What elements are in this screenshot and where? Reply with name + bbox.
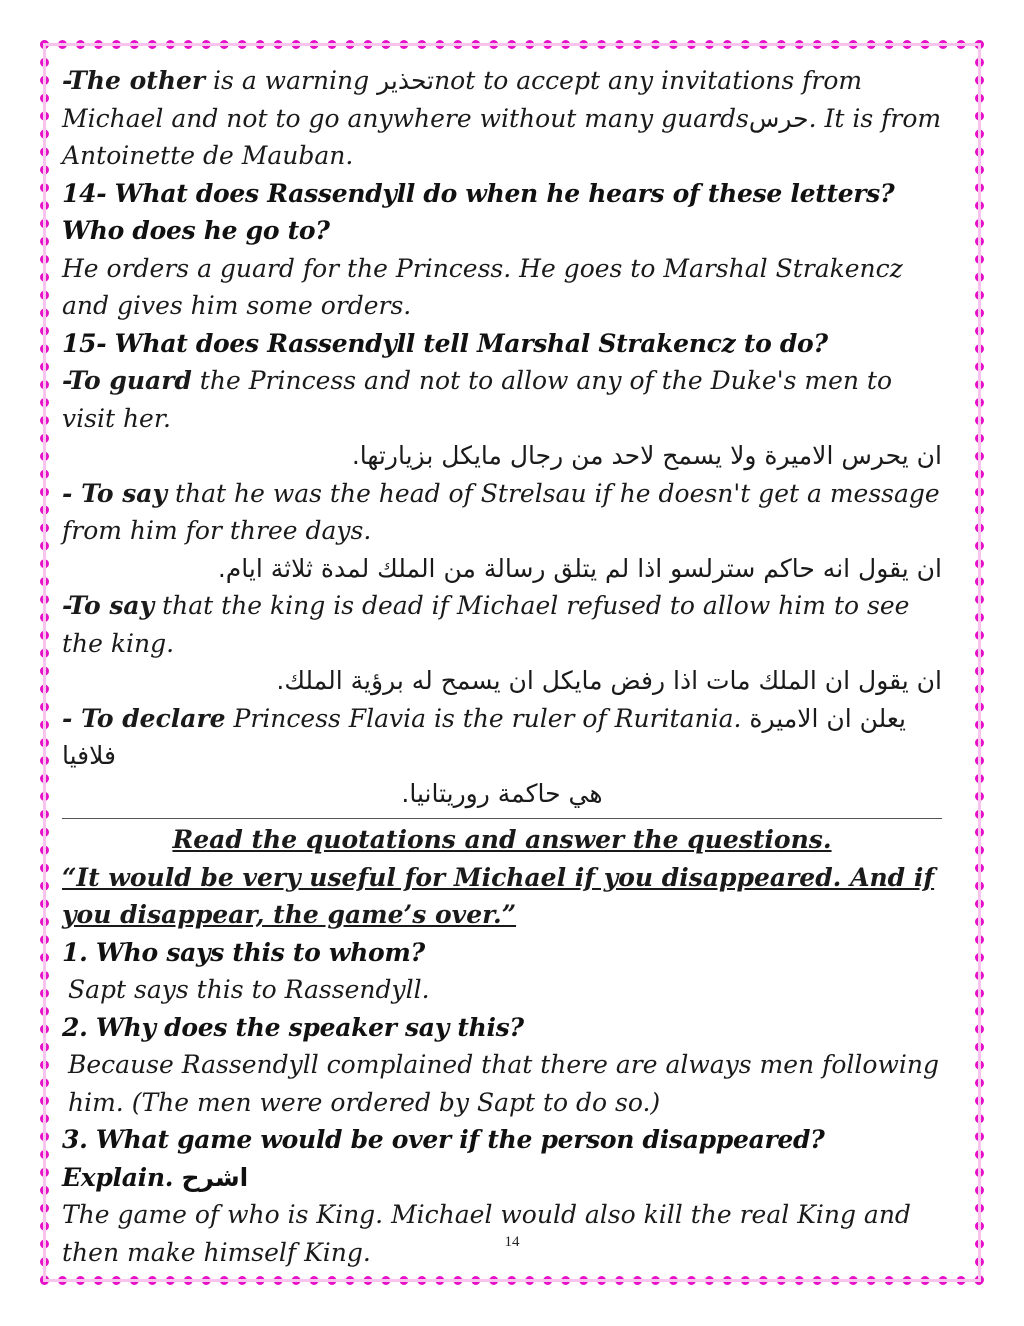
answer-14: He orders a guard for the Princess. He goes to Marshal Strakencz and gives him some orders.	[62, 253, 903, 320]
bold-lead: -To guard	[62, 366, 192, 395]
text: that the king is dead if Michael refused to allow him to see the king.	[62, 591, 910, 658]
arabic-translation: ان يقول ان الملك مات اذا رفض مايكل ان يسمح له برؤية الملك.	[276, 666, 942, 695]
bold-lead: - To declare	[62, 703, 226, 733]
arabic-translation: هي حاكمة روريتانيا.	[401, 778, 603, 808]
answer-15-item	[62, 475, 942, 550]
bold-lead: -To say	[62, 591, 155, 620]
text: . It is from Antoinette de Mauban.	[62, 103, 942, 170]
arabic-word: تحذير	[377, 66, 435, 95]
text: Princess Flavia is the ruler of Ruritania.	[225, 703, 742, 733]
quote-question-2: 2. Why does the speaker say this?	[62, 1012, 524, 1042]
text: that he was the head of Strelsau if he doesn't get a message from him for three days.	[62, 478, 940, 545]
arabic-inline: يعلن ان الاميرة فلافيا	[62, 703, 906, 770]
question-14: 14- What does Rassendyll do when he hears of these letters? Who does he go to?	[62, 178, 895, 245]
quote-answer-2: Because Rassendyll complained that there are always men following him. (The men were ordered by Sapt to do so.)	[68, 1050, 939, 1117]
section-heading: Read the quotations and answer the questions.	[172, 825, 832, 854]
page-number: 14	[504, 1234, 520, 1250]
paragraph-other-letter	[62, 62, 942, 175]
bold-lead: -The other	[62, 66, 206, 95]
question-15: 15- What does Rassendyll tell Marshal Strakencz to do?	[62, 328, 828, 358]
quote-question-1: 1. Who says this to whom?	[62, 937, 425, 967]
quote-answer-1: Sapt says this to Rassendyll.	[68, 975, 430, 1004]
document-body	[62, 62, 942, 1271]
quote-question-3	[62, 1121, 942, 1196]
arabic-explain: اشرح	[181, 1162, 249, 1192]
arabic-translation: ان يقول انه حاكم سترلسو اذا لم يتلق رسالة من الملك لمدة ثلاثة ايام.	[217, 553, 942, 583]
quote-answer-3: The game of who is King. Michael would also kill the real King and then make himself King.	[62, 1200, 911, 1267]
section-divider	[62, 818, 942, 819]
arabic-translation: ان يحرس الاميرة ولا يسمح لاحد من رجال مايكل بزيارتها.	[351, 441, 942, 470]
answer-15-item	[62, 362, 942, 437]
quotation: “It would be very useful for Michael if you disappeared. And if you disappear, the game’s over.”	[62, 862, 935, 929]
text: not to accept any invitations from Michael and not to go anywhere without many guards	[62, 66, 863, 133]
answer-15-item	[62, 700, 942, 775]
bold-lead: - To say	[62, 478, 167, 508]
question-text: 3. What game would be over if the person disappeared? Explain.	[62, 1125, 825, 1192]
text: the Princess and not to allow any of the Duke's men to visit her.	[62, 366, 893, 433]
text: is a warning	[205, 66, 378, 95]
answer-15-item	[62, 587, 942, 662]
arabic-word: حرس	[748, 103, 809, 133]
